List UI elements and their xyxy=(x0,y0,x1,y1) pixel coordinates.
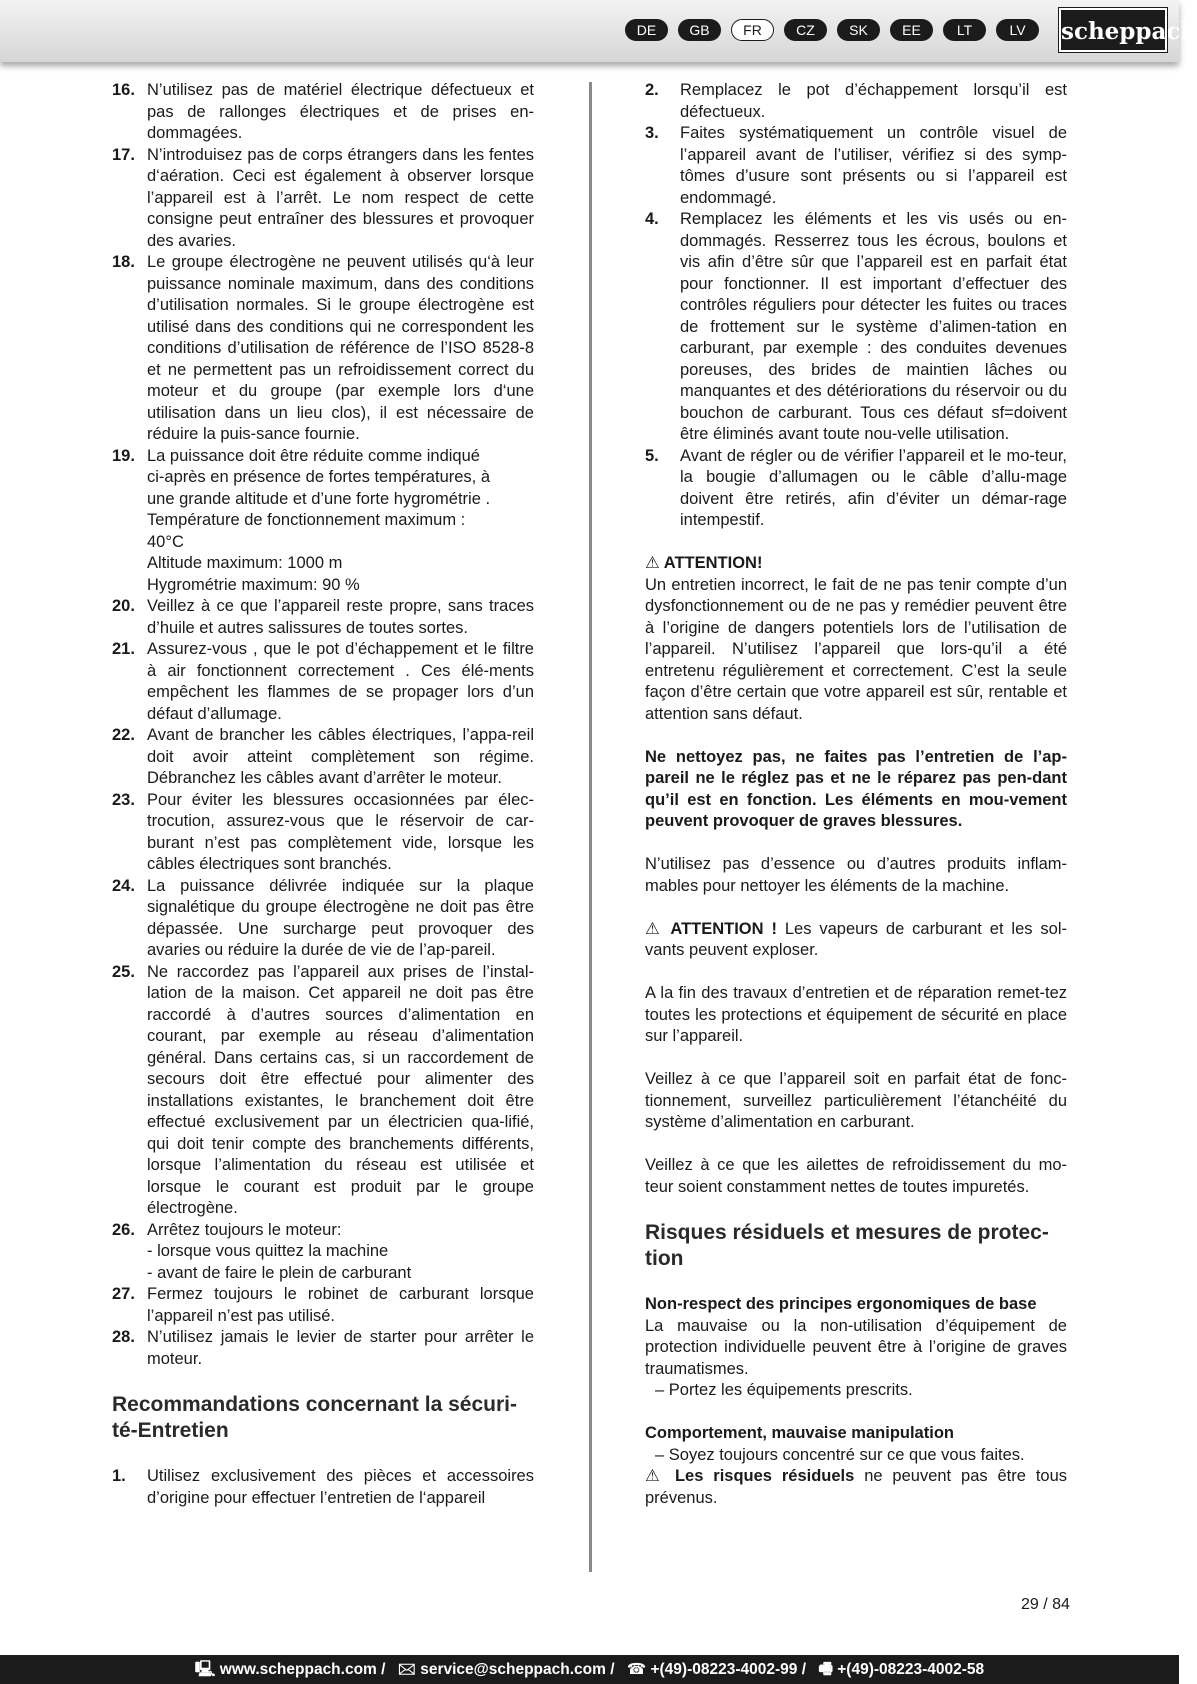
item-number: 19. xyxy=(112,446,135,465)
list-item xyxy=(645,209,1067,446)
footer-website[interactable]: 🖳 www.scheppach.com / xyxy=(194,1661,386,1678)
item-text: Veillez à ce que l’appareil reste propre, sans traces d’huile et autres salissures de toutes sortes. xyxy=(147,597,534,637)
item-text: Fermez toujours le robinet de carburant lorsque l’appareil n’est pas utilisé. xyxy=(147,1285,534,1325)
item-number: 5. xyxy=(645,446,659,465)
subheading-ergonomics: Non-respect des principes ergonomiques de base xyxy=(645,1295,1037,1313)
attention-label: ⚠ ATTENTION ! xyxy=(645,919,777,938)
item-number: 20. xyxy=(112,597,135,615)
item-text: Remplacez le pot d’échappement lorsqu’il est défectueux. xyxy=(680,81,1067,121)
list-item xyxy=(112,446,534,597)
lang-tab-ee[interactable]: EE xyxy=(890,19,933,41)
lang-tab-cz[interactable]: CZ xyxy=(784,19,827,41)
footer-phone: ☎ +(49)-08223-4002-99 / xyxy=(626,1661,806,1678)
item-text: Arrêtez toujours le moteur: - lorsque vous quittez la machine - avant de faire le plein de carburant xyxy=(147,1220,412,1282)
section-heading-maintenance: Recommandations concernant la sécuri-té-Entretien xyxy=(112,1393,517,1442)
dash-item: – Soyez toujours concentré sur ce que vous faites. xyxy=(655,1445,1025,1464)
language-selector xyxy=(625,19,1039,41)
item-text: Ne raccordez pas l’appareil aux prises de l’instal-lation de la maison. Cet appareil ne doit pas être raccordé à d’autres sources d’alimentation en courant, par exemple au réseau d’alimentation général. Dans certains cas, si un raccordement de secours doit être effectué pour alimenter des installations existantes, le branchement doit être effectué exclusivement par un électricien qua-lifié, qui doit tenir compte des branchements différents, lorsque l’alimentation du réseau est utilisée et lorsque le courant est produit par le groupe électrogène. xyxy=(147,962,534,1217)
safety-list xyxy=(112,80,534,1370)
list-item xyxy=(112,639,534,725)
attention-text: Les vapeurs de carburant et les sol-vants peuvent exploser. xyxy=(645,919,1067,959)
item-text: Avant de brancher les câbles électriques, l’appa-reil doit avoir atteint complètement son régime. Débranchez les câbles avant d’arrêter le moteur. xyxy=(147,726,534,787)
lang-tab-gb[interactable]: GB xyxy=(678,19,721,41)
list-item xyxy=(112,145,534,253)
dash-item: – Portez les équipements prescrits. xyxy=(655,1381,913,1399)
item-text: Faites systématiquement un contrôle visuel de l’appareil avant de l’utiliser, vérifiez si des symp-tômes d’usure sont présents ou si l’appareil est endommagé. xyxy=(680,124,1067,207)
residual-label: ⚠ Les risques résiduels xyxy=(645,1467,855,1485)
attention-heading: ⚠ ATTENTION! xyxy=(645,554,763,572)
residual-risks-paragraph xyxy=(645,1466,1067,1509)
list-item xyxy=(112,725,534,790)
lang-tab-lv[interactable]: LV xyxy=(996,19,1039,41)
list-item xyxy=(112,962,534,1220)
item-number: 23. xyxy=(112,790,135,809)
item-number: 28. xyxy=(112,1328,135,1346)
page-footer xyxy=(0,1655,1179,1684)
attention-vapours-paragraph xyxy=(645,919,1067,962)
lang-tab-sk[interactable]: SK xyxy=(837,19,880,41)
paragraph: A la fin des travaux d’entretien et de réparation remet-tez toutes les protections et équipement de sécurité en place sur l’appareil. xyxy=(645,984,1067,1045)
column-divider xyxy=(589,82,592,1572)
paragraph: Veillez à ce que l’appareil soit en parfait état de fonc-tionnement, surveillez particulièrement l’étanchéité du système d’alimentation en carburant. xyxy=(645,1070,1067,1131)
item-text: La puissance doit être réduite comme indiqué ci-après en présence de fortes températures, à une grande altitude et d’une forte hygrométrie . Température de fonctionnement maximum : 40°C Altitude maximum: 1000 m Hygrométrie maximum: 90 % xyxy=(147,446,491,594)
item-number: 17. xyxy=(112,145,135,164)
item-text: N’introduisez pas de corps étrangers dans les fentes d‘aération. Ceci est également à observer lorsque l’appareil est à l’arrêt. Le nom respect de cette consigne peut entraîner des blessures et provoquer des avaries. xyxy=(147,145,534,250)
left-column xyxy=(112,80,534,1509)
paragraph: La mauvaise ou la non-utilisation d’équipement de protection individuelle peuvent être à l’origine de graves traumatismes. xyxy=(645,1316,1067,1378)
list-item xyxy=(645,80,1067,123)
item-number: 18. xyxy=(112,253,135,271)
item-number: 25. xyxy=(112,962,135,981)
item-number: 1. xyxy=(112,1467,126,1485)
list-item xyxy=(112,1220,534,1285)
list-item xyxy=(112,790,534,876)
list-item xyxy=(112,1284,534,1327)
paragraph: Veillez à ce que les ailettes de refroidissement du mo-teur soient constamment nettes de toutes impuretés. xyxy=(645,1156,1067,1196)
subheading-behaviour: Comportement, mauvaise manipulation xyxy=(645,1424,954,1442)
item-number: 4. xyxy=(645,210,659,228)
list-item xyxy=(645,123,1067,209)
brand-logo: scheppach xyxy=(1059,8,1167,52)
item-number: 16. xyxy=(112,81,135,99)
list-item xyxy=(112,252,534,446)
item-text: Avant de régler ou de vérifier l’appareil et le mo-teur, la bougie d’allumagen ou le câble d’allu-mage doivent être retirés, afin d’éviter un démar-rage intempestif. xyxy=(680,446,1067,529)
list-item xyxy=(112,876,534,962)
footer-email[interactable]: 🖂 service@scheppach.com / xyxy=(397,1661,615,1678)
lang-tab-de[interactable]: DE xyxy=(625,19,668,41)
item-number: 24. xyxy=(112,876,135,895)
footer-fax: 🖷 +(49)-08223-4002-58 xyxy=(818,1661,985,1678)
item-number: 21. xyxy=(112,640,135,658)
item-number: 2. xyxy=(645,81,659,99)
list-item xyxy=(112,596,534,639)
list-item xyxy=(645,446,1067,532)
item-text: Assurez-vous , que le pot d’échappement et le filtre à air fonctionnent correctement . Ces élé-ments empêchent les flammes de se propager lors d’un défaut d’allumage. xyxy=(147,640,534,723)
lang-tab-fr[interactable]: FR xyxy=(731,19,774,41)
right-column xyxy=(645,80,1067,1531)
maintenance-list-continued xyxy=(645,80,1067,532)
attention-paragraph: Un entretien incorrect, le fait de ne pas tenir compte d’un dysfonctionnement ou de ne pas y remédier peuvent être à l’origine de dangers potentiels lors de l’utilisation de l’appareil. N’utilisez l’appareil que lors-qu’il a été entretenu régulièrement et correctement. C’est la seule façon d’être certain que votre appareil est sûr, rentable et attention sans défaut. xyxy=(645,575,1067,723)
page-number: 29 / 84 xyxy=(1021,1596,1070,1613)
lang-tab-lt[interactable]: LT xyxy=(943,19,986,41)
residual-text: ne peuvent pas être tous prévenus. xyxy=(645,1467,1068,1507)
paragraph: N’utilisez pas d’essence ou d’autres produits inflam-mables pour nettoyer les éléments de la machine. xyxy=(645,855,1067,895)
maintenance-list xyxy=(112,1466,534,1509)
item-number: 26. xyxy=(112,1220,135,1239)
warning-paragraph: Ne nettoyez pas, ne faites pas l’entretien de l’ap-pareil ne le réglez pas et ne le réparez pas pen-dant qu’il est en fonction. Les éléments en mou-vement peuvent provoquer de graves blessures. xyxy=(645,747,1067,830)
item-text: Le groupe électrogène ne peuvent utilisés qu‘à leur puissance nominale maximum, dans des conditions d’utilisation normales. Si le groupe électrogène est utilisé dans des conditions qui ne correspondent les conditions d’utilisation de référence de l’ISO 8528-8 et ne permettent pas un refroidissement correct du moteur et du groupe (par exemple lors d‘une utilisation dans un lieu clos), il est nécessaire de réduire la puis-sance fournie. xyxy=(147,253,534,443)
item-text: Remplacez les éléments et les vis usés ou en-dommagés. Resserrez tous les écrous, boulons et vis afin d’être sûr que l’appareil est en parfait état pour fonctionner. Il est important d’effectuer des contrôles réguliers pour détecter les fuites ou traces de frottement sur le système d’alimen-tation en carburant, par exemple : des conduites devenues poreuses, des brides de maintien lâches ou manquantes et des détériorations du réservoir ou du bouchon de carburant. Tous ces défaut sf=doivent être éliminés avant toute nou-velle utilisation. xyxy=(680,210,1067,443)
section-heading-residual-risks: Risques résiduels et mesures de protec-tion xyxy=(645,1221,1049,1270)
item-text: Pour éviter les blessures occasionnées par élec-trocution, assurez-vous que le réservoir de car-burant n’est pas complètement vide, lorsque les câbles électriques sont branchés. xyxy=(147,790,534,873)
item-text: La puissance délivrée indiquée sur la plaque signalétique du groupe électrogène ne doit pas être dépassée. Une surcharge peut provoquer des avaries ou réduire la durée de vie de l’ap-pareil. xyxy=(147,876,534,959)
item-number: 3. xyxy=(645,124,659,142)
item-number: 22. xyxy=(112,726,135,744)
item-number: 27. xyxy=(112,1285,135,1303)
item-text: Utilisez exclusivement des pièces et accessoires d’origine pour effectuer l’entretien de l‘appareil xyxy=(147,1467,534,1507)
list-item xyxy=(112,1466,534,1509)
item-text: N’utilisez jamais le levier de starter pour arrêter le moteur. xyxy=(147,1328,534,1368)
list-item xyxy=(112,80,534,145)
item-text: N’utilisez pas de matériel électrique défectueux et pas de rallonges électriques et de prises en-dommagées. xyxy=(147,81,534,142)
page-header xyxy=(0,0,1197,62)
list-item xyxy=(112,1327,534,1370)
